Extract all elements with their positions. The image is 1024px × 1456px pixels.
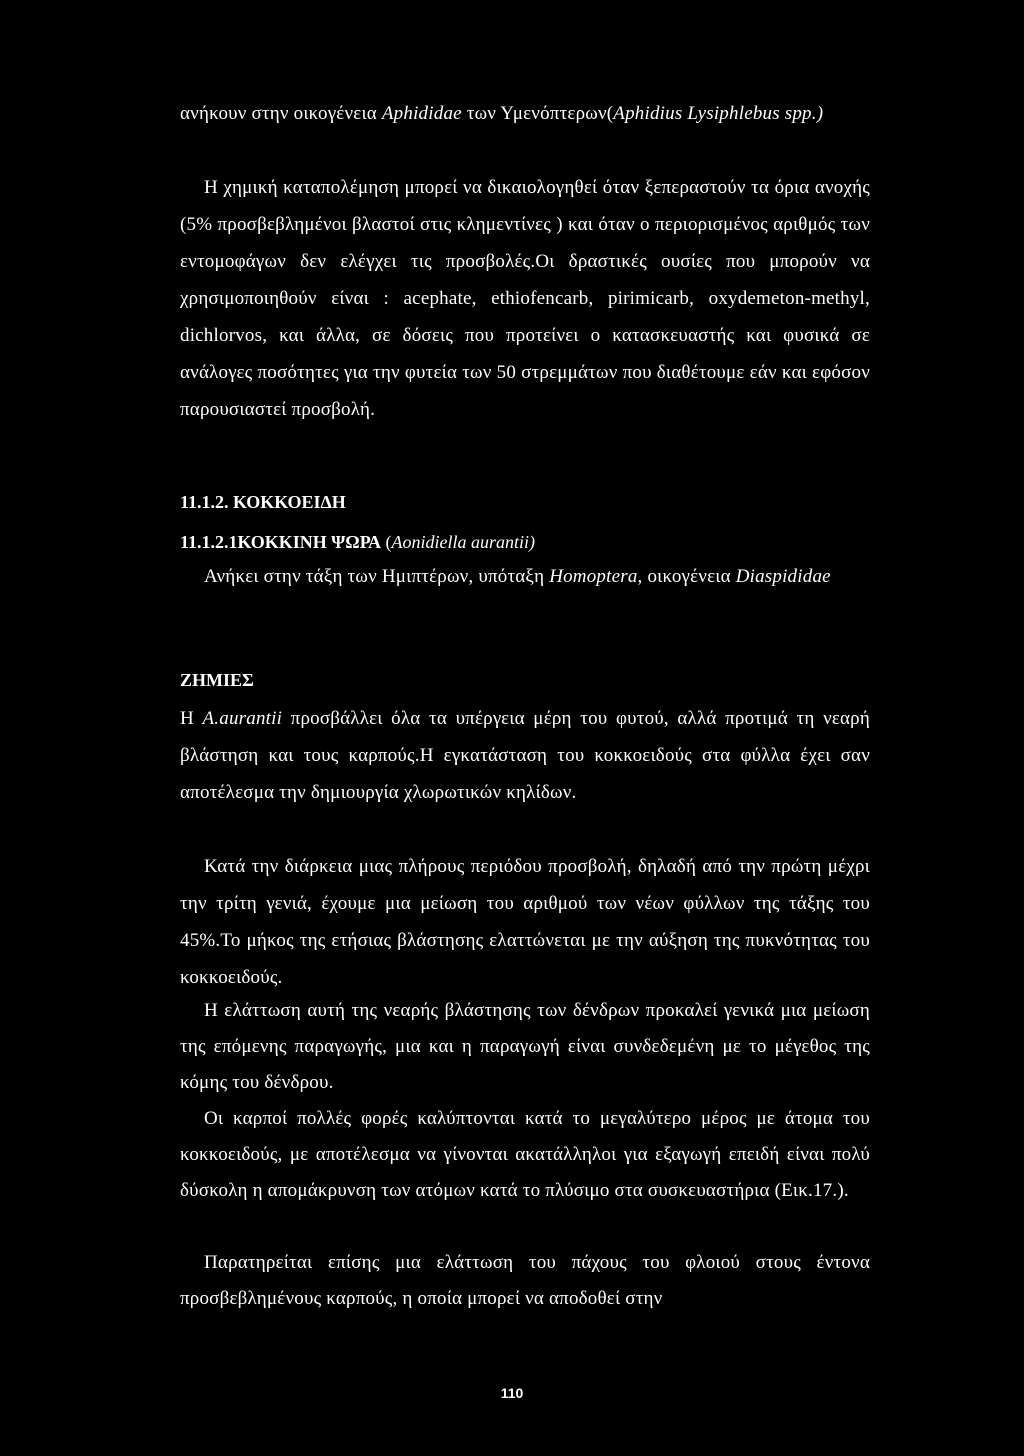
subsection-heading-red-scale: [180, 530, 535, 554]
paragraph-leaf-reduction: [180, 848, 870, 996]
text-run: Η: [180, 708, 203, 729]
paragraph-chemical-control: [180, 169, 870, 428]
text-run: ): [529, 532, 536, 552]
taxon-a-aurantii: A.aurantii: [202, 708, 283, 729]
taxon-homoptera: Homoptera: [549, 566, 638, 587]
text-run: ): [816, 103, 824, 124]
text-run: , οικογένεια: [637, 566, 736, 587]
taxon-diaspididae: Diaspididae: [735, 566, 831, 587]
paragraph-damage-intro: [180, 700, 870, 811]
paragraph-growth-reduction: [180, 993, 870, 1101]
section-heading-coccoids: 11.1.2. ΚΟΚΚΟΕΙΔΗ: [180, 492, 346, 512]
paragraph-fruit-coverage: [180, 1101, 870, 1209]
text-run: ανήκουν στην οικογένεια: [180, 103, 382, 124]
section-heading-damages: ΖΗΜΙΕΣ: [180, 670, 254, 690]
text-run: Κατά την διάρκεια μιας πλήρους περιόδου προσβολή, δηλαδή από την πρώτη μέχρι την τρίτη γενιά, έχουμε μια μείωση του αριθμού των νέων φύλλων της τάξης του 45%.Το μήκος της ετήσιας βλάστησης ελαττώνεται με την αύξηση της πυκνότητας του κοκκοειδούς.: [180, 856, 870, 988]
page-number: 110: [500, 1385, 524, 1401]
text-run: Η χημική καταπολέμηση μπορεί να δικαιολογηθεί όταν ξεπεραστούν τα όρια ανοχής (5% προσβεβλημένοι βλαστοί στις κλημεντίνες ) και όταν ο περιορισμένος αριθμός των εντομοφάγων δεν ελέγχει τις προσβολές.Οι δραστικές ουσίες που μπορούν να χρησιμοποιηθούν είναι : acephate, ethiofencarb, pirimicarb, oxydemeton-methyl, dichlorvos, και άλλα, σε δόσεις που προτείνει ο κατασκευαστής και φυσικά σε ανάλογες ποσότητες για την φυτεία των 50 στρεμμάτων που διαθέτουμε εάν και εφόσον παρουσιαστεί προσβολή.: [180, 177, 870, 420]
text-run: προσβάλλει όλα τα υπέργεια μέρη του φυτού, αλλά προτιμά τη νεαρή βλάστηση και τους καρπούς.Η εγκατάσταση του κοκκοειδούς στα φύλλα έχει σαν αποτέλεσμα την δημιουργία χλωρωτικών κηλίδων.: [180, 708, 871, 803]
heading-run: 11.1.2.1ΚΟΚΚΙΝΗ ΨΩΡΑ: [180, 532, 382, 552]
text-run: Οι καρποί πολλές φορές καλύπτονται κατά το μεγαλύτερο μέρος με άτομα του κοκκοειδούς, με αποτέλεσμα να γίνονται ακατάλληλοι για εξαγωγή επειδή είναι πολύ δύσκολη η απομάκρυνση των ατόμων κατά το πλύσιμο στα συσκευαστήρια (Εικ.17.).: [180, 1108, 870, 1201]
text-run: Η ελάττωση αυτή της νεαρής βλάστησης των δένδρων προκαλεί γενικά μια μείωση της επόμενης παραγωγής, μια και η παραγωγή είναι συνδεδεμένη με το μέγεθος της κόμης του δένδρου.: [180, 1000, 870, 1093]
taxon-aphidius-lysiphlebus: Aphidius Lysiphlebus spp.: [613, 103, 817, 124]
text-run: (: [381, 532, 392, 552]
text-run: Παρατηρείται επίσης μια ελάττωση του πάχους του φλοιού στους έντονα προσβεβλημένους καρπούς, η οποία μπορεί να αποδοθεί στην: [180, 1252, 870, 1309]
paragraph-classification: [180, 558, 870, 595]
taxon-aonidiella-aurantii: Aonidiella aurantii: [391, 532, 530, 552]
paragraph-aphid-family: [180, 95, 870, 132]
text-run: των Υμενόπτερων(: [461, 103, 614, 124]
paragraph-peel-thickness: [180, 1245, 870, 1317]
taxon-aphididae: Aphididae: [381, 103, 462, 124]
text-run: Ανήκει στην τάξη των Ημιπτέρων, υπόταξη: [204, 566, 550, 587]
